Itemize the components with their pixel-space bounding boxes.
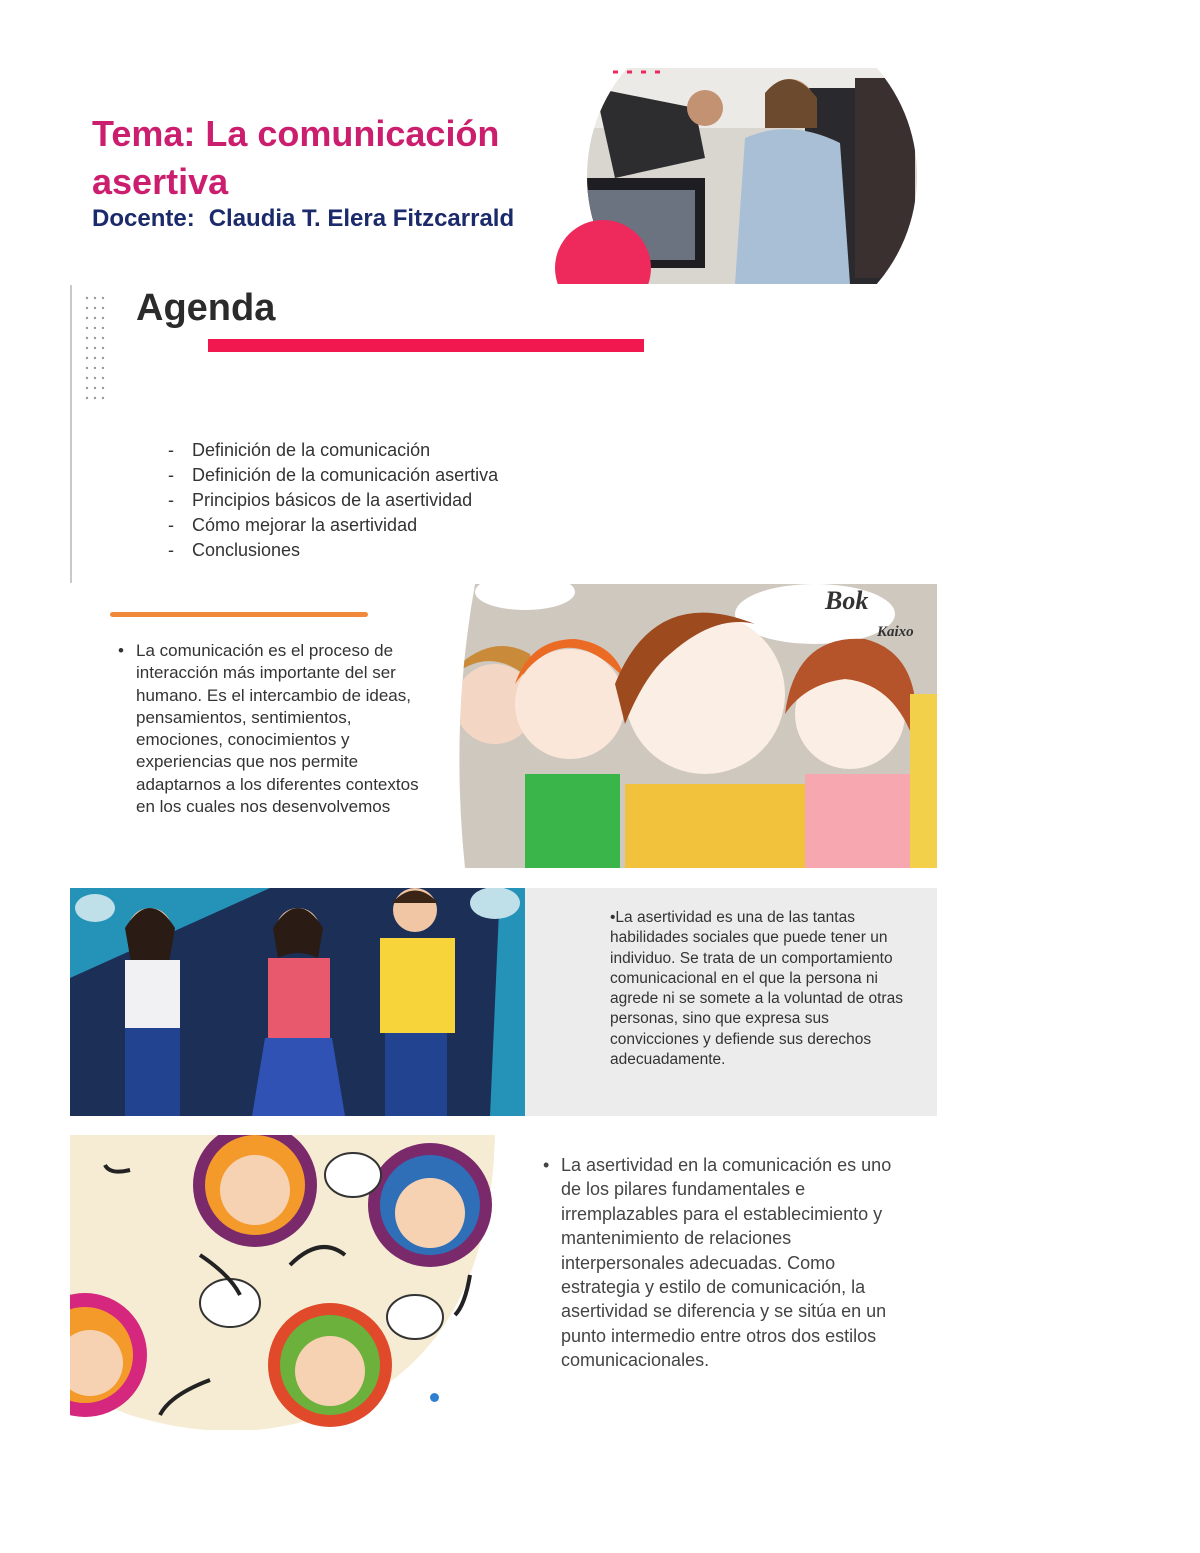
communication-definition-text: La comunicación es el proceso de interacción más importante del ser humano. Es el intercambio de ideas, pensamientos, sentimientos, emociones, conocimientos y experiencias que nos permite adaptarnos a los diferentes contextos en los cuales nos desenvolvemos: [136, 641, 419, 817]
list-item: - Definición de la comunicación: [168, 440, 431, 460]
assertiveness-importance: [543, 1153, 913, 1373]
agenda-list: [168, 438, 498, 563]
bullet: •: [543, 1155, 550, 1175]
speech-bubble-bok: Bok: [825, 586, 869, 615]
classroom-photo: [555, 68, 925, 284]
decorative-dot: [430, 1393, 439, 1402]
teacher-name: Claudia T. Elera Fitzcarrald: [208, 205, 515, 232]
agenda-underline: [208, 339, 644, 352]
list-item: - Definición de la comunicación asertiva: [168, 465, 499, 485]
faces-circle-illustration: [70, 1135, 500, 1430]
assertiveness-importance-text: La asertividad en la comunicación es uno de los pilares fundamentales e irremplazables para el establecimiento y mantenimiento de relaciones interpersonales adecuadas. Como estrategia y estilo de comunicación, la asertividad se diferencia y se sitúa en un punto intermedio entre otros dos estilos comunicacionales.: [561, 1155, 892, 1371]
orange-divider: [110, 612, 368, 617]
teacher-line: [92, 205, 514, 233]
list-item: - Cómo mejorar la asertividad: [168, 515, 418, 535]
people-talking-illustration: [455, 584, 937, 868]
agenda-side-rule: [70, 285, 72, 583]
list-item: - Conclusiones: [168, 540, 301, 560]
agenda-heading: Agenda: [136, 287, 276, 329]
bullet: •: [118, 641, 124, 660]
speech-bubble-kaixo: Kaixo: [877, 624, 914, 640]
social-skills-illustration: [70, 888, 550, 1116]
list-item: - Principios básicos de la asertividad: [168, 490, 473, 510]
assertiveness-definition: •La asertividad es una de las tantas habilidades sociales que puede tener un individuo. Se trata de un comportamiento comunicacional en el que la persona ni agrede ni se somete a la voluntad de otras personas, sino que expresa sus convicciones y defiende sus derechos adecuadamente.: [610, 909, 903, 1069]
communication-definition: [118, 640, 423, 818]
dot-grid-decoration: [84, 295, 110, 403]
teacher-label: Docente:: [92, 205, 195, 232]
page-title: Tema: La comunicación asertiva: [92, 113, 500, 202]
